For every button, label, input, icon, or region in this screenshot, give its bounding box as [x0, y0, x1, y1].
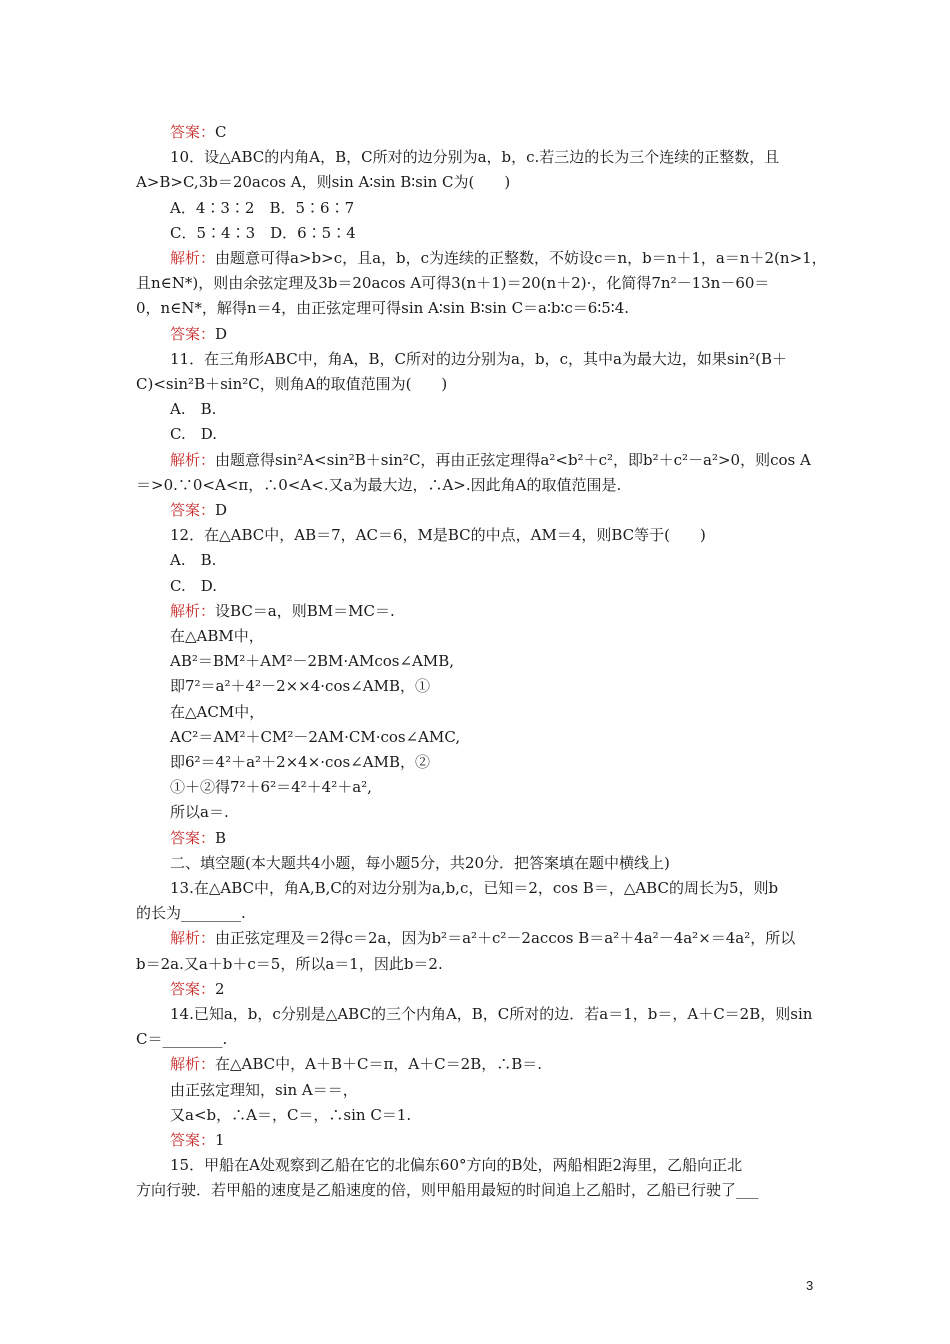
line-text: D [215, 324, 228, 343]
line-text: b＝2a.又a＋b＋c＝5，所以a＝1，因此b＝2. [136, 954, 443, 973]
line-text: 在△ABC中，A＋B＋C＝π，A＋C＝2B，∴B＝. [215, 1055, 543, 1074]
label-answer-or-analysis: 解析： [170, 929, 216, 948]
line-text: 在△ABM中， [170, 627, 264, 645]
line-text: 由题意得sin²A<sin²B＋sin²C，再由正弦定理得a²<b²＋c²，即b²＋c²－a²>0，则cos A [215, 450, 811, 469]
line-text: 11．在三角形ABC中，角A，B，C所对的边分别为a，b，c，其中a为最大边，如果sin²(B＋ [170, 349, 787, 368]
line-text: 由正弦定理及＝2得c＝2a，因为b²＝a²＋c²－2accos B＝a²＋4a²－4a²×＝4a²，所以 [215, 929, 796, 948]
text-line [170, 853, 670, 873]
text-line [136, 273, 769, 293]
text-line [170, 1054, 542, 1074]
text-line [136, 172, 510, 192]
line-text: AC²＝AM²＋CM²－2AM·CM·cos∠AMC, [170, 727, 461, 746]
line-text: 在△ACM中， [170, 702, 265, 721]
line-text: 1 [215, 1131, 225, 1149]
line-text: C. D. [170, 576, 217, 595]
text-line [136, 954, 443, 974]
line-text: 15．甲船在A处观察到乙船在它的北偏东60°方向的B处，两船相距2海里，乙船向正北 [170, 1156, 743, 1175]
text-line [170, 676, 430, 696]
line-text: D [215, 501, 228, 519]
text-line [170, 324, 227, 344]
line-text: AB²＝BM²＋AM²－2BM·AMcos∠AMB, [170, 652, 455, 671]
text-line [136, 475, 621, 495]
label-answer-or-analysis: 答案： [170, 501, 216, 519]
line-text: 又a<b，∴A＝，C＝，∴sin C＝1. [170, 1105, 412, 1124]
text-line [170, 1130, 225, 1150]
line-text: A. B. [170, 400, 217, 419]
text-line [136, 903, 246, 923]
text-line [170, 198, 354, 218]
line-text: B [215, 828, 227, 847]
label-answer-or-analysis: 答案： [170, 123, 216, 141]
label-answer-or-analysis: 解析： [170, 601, 216, 620]
line-text: 且n∈N*)，则由余弦定理及3b＝20acos A可得3(n＋1)＝20(n＋2)·，化简得7n²－13n－60＝ [136, 274, 770, 293]
text-line [170, 424, 217, 444]
text-line [170, 727, 460, 747]
text-line [170, 248, 827, 268]
text-line [170, 979, 225, 999]
line-text: C＝________. [136, 1030, 228, 1049]
line-text: 14.已知a，b，c分别是△ABC的三个内角A，B，C所对的边．若a＝1，b＝，A＋C＝2B，则sin [170, 1005, 813, 1023]
text-line [170, 828, 226, 848]
line-text: A>B>C,3b＝20acos A，则sin A∶sin B∶sin C为( ) [136, 173, 511, 192]
line-text: 由正弦定理知，sin A＝＝， [170, 1080, 358, 1099]
line-text: 即6²＝4²＋a²＋2×4×·cos∠AMB，② [170, 753, 430, 771]
line-text: C [215, 123, 227, 141]
text-line [170, 802, 229, 822]
text-line [170, 928, 795, 948]
line-text: 方向行驶．若甲船的速度是乙船速度的倍，则甲船用最短的时间追上乙船时，乙船已行驶了___ [136, 1181, 759, 1200]
line-text: 二、填空题(本大题共4小题，每小题5分，共20分．把答案填在题中横线上) [170, 853, 670, 872]
text-line [170, 878, 778, 898]
label-answer-or-analysis: 答案： [170, 979, 216, 998]
line-text: ①＋②得7²＋6²＝4²＋4²＋a², [170, 778, 372, 797]
text-line [170, 399, 216, 419]
text-line [136, 1180, 759, 1200]
text-line [170, 349, 787, 369]
text-line [136, 298, 629, 318]
label-answer-or-analysis: 答案： [170, 828, 216, 847]
text-line [170, 500, 227, 520]
text-line [170, 122, 227, 142]
text-line [170, 1105, 411, 1125]
line-text: 的长为________. [136, 904, 246, 923]
text-line [170, 626, 264, 646]
label-answer-or-analysis: 答案： [170, 324, 216, 343]
line-text: 由题意可得a>b>c，且a，b，c为连续的正整数，不妨设c＝n，b＝n＋1，a＝n＋2(n>1， [215, 249, 827, 267]
text-line [170, 752, 430, 772]
line-text: C．5∶4∶3 D．6∶5∶4 [170, 223, 356, 242]
text-line [170, 147, 779, 167]
line-text: 0，n∈N*，解得n＝4，由正弦定理可得sin A∶sin B∶sin C＝a∶b∶c＝6∶5∶4. [136, 299, 630, 318]
text-line [170, 777, 372, 797]
text-line [136, 374, 447, 394]
line-text: 12．在△ABC中，AB＝7，AC＝6，M是BC的中点，AM＝4，则BC等于( ) [170, 526, 706, 545]
text-line [170, 525, 706, 545]
text-line [170, 1155, 742, 1175]
text-line [170, 576, 217, 596]
page-number: 3 [806, 1278, 814, 1293]
label-answer-or-analysis: 解析： [170, 450, 216, 469]
label-answer-or-analysis: 解析： [170, 249, 216, 267]
line-text: 即7²＝a²＋4²－2××4·cos∠AMB，① [170, 677, 430, 696]
text-line [170, 1080, 358, 1100]
line-text: C)<sin²B＋sin²C，则角A的取值范围为( ) [136, 375, 448, 393]
line-text: 13.在△ABC中，角A,B,C的对边分别为a,b,c，已知＝2，cos B＝，△ABC的周长为5，则b [170, 879, 779, 897]
text-line [170, 702, 264, 722]
text-line [170, 651, 454, 671]
line-text: 所以a＝. [170, 803, 229, 822]
text-line [170, 1004, 812, 1024]
line-text: 10．设△ABC的内角A，B，C所对的边分别为a，b，c.若三边的长为三个连续的正整数，且 [170, 148, 780, 167]
line-text: C. D. [170, 425, 217, 444]
line-text: 设BC＝a，则BM＝MC＝. [215, 601, 395, 620]
text-line [170, 601, 395, 621]
text-line [170, 450, 811, 470]
text-line [170, 223, 356, 243]
label-answer-or-analysis: 解析： [170, 1055, 216, 1074]
text-line [136, 1029, 227, 1049]
text-line [170, 550, 216, 570]
line-text: 2 [215, 979, 225, 998]
line-text: A. B. [170, 551, 217, 570]
line-text: A．4∶3∶2 B．5∶6∶7 [170, 198, 355, 217]
line-text: ＝>0.∵0<A<π，∴0<A<.又a为最大边，∴A>.因此角A的取值范围是. [136, 475, 622, 494]
label-answer-or-analysis: 答案： [170, 1131, 216, 1149]
